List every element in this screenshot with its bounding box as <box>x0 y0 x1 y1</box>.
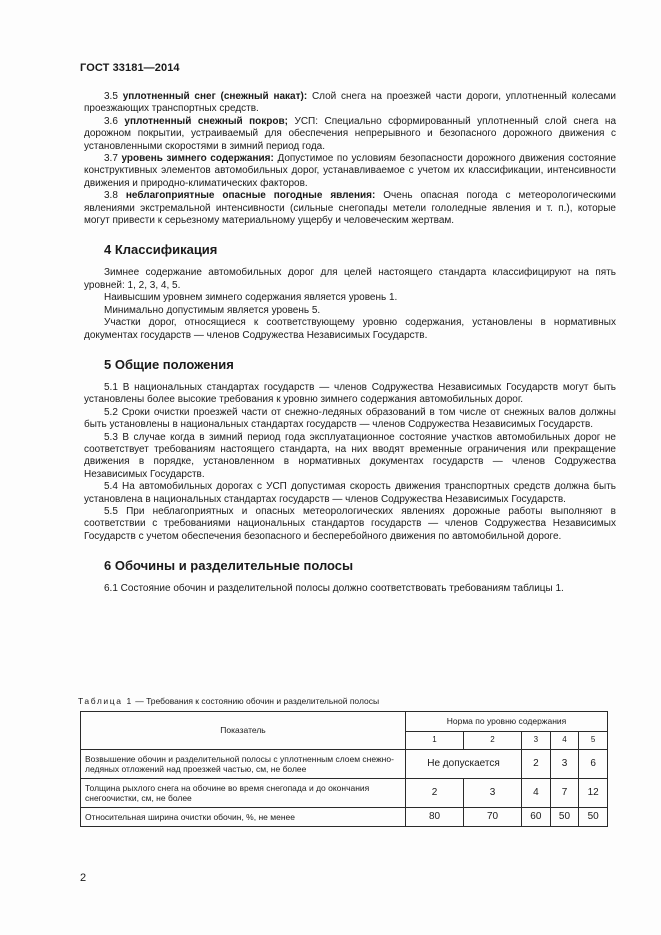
table-header-parameter: Показатель <box>81 712 406 750</box>
table-cell-value: 3 <box>464 779 522 808</box>
definition-text: Слой снега на проезжей части дороги, уплотненный колесами проезжающих транспортных средств. <box>84 91 617 115</box>
table-caption <box>78 696 379 706</box>
section-6-heading: 6 Обочины и разделительные полосы <box>104 558 354 574</box>
table-cell-value: 50 <box>550 808 579 827</box>
table-cell-value: Не допускается <box>406 750 522 779</box>
table-header-level: 5 <box>579 732 608 750</box>
table-cell-parameter: Толщина рыхлого снега на обочине во время снегопада и до окончания снегоочистки, см, не более <box>81 779 406 808</box>
table-cell-value: 2 <box>406 779 464 808</box>
table-header-level: 2 <box>464 732 522 750</box>
table-row <box>81 750 608 779</box>
section-4-paragraph: Участки дорог, относящиеся к соответствующему уровню содержания, установлены в нормативных документах государств — членов Содружества Независимых Государств. <box>84 317 616 341</box>
definition-3-7 <box>84 153 616 190</box>
table-row <box>81 808 608 827</box>
definition-3-8 <box>84 190 616 227</box>
requirements-table <box>80 711 608 827</box>
definition-3-5 <box>84 91 616 116</box>
table-caption-label: Таблица 1 <box>78 696 133 706</box>
table-cell-value: 4 <box>522 779 551 808</box>
table-cell-value: 3 <box>550 750 579 779</box>
definition-term: неблагоприятные опасные погодные явления: <box>125 190 376 202</box>
table-cell-value: 70 <box>464 808 522 827</box>
section-4-paragraph: Минимально допустимым является уровень 5. <box>104 304 321 316</box>
definition-text: Очень опасная погода с метеорологическими явлениями экстремальной интенсивности (сильные снегопады метели гололедные явления и т. п.), которые могут привести к серьезному материальному ущербу и человеческим жертвам. <box>84 190 616 227</box>
table-cell-value: 12 <box>579 779 608 808</box>
table-header-level: 1 <box>406 732 464 750</box>
section-5-paragraph: 5.2 Сроки очистки проезжей части от снежно-ледяных образований в том числе от снежных валов должны быть установлены в национальных стандартах государств — членов Содружества Независимых Государств. <box>84 406 616 431</box>
definition-text: УСП: Специально сформированный уплотненный слой снега на дорожном покрытии, устраиваемый для обеспечения непрерывного и безопасного дорожного движения с установленными скоростями в зимний период года. <box>84 115 617 152</box>
document-body <box>84 91 616 596</box>
section-4-heading: 4 Классификация <box>104 242 218 258</box>
page-number: 2 <box>80 872 87 884</box>
table-cell-value: 7 <box>550 779 579 808</box>
section-5-paragraph: 5.1 В национальных стандартах государств — членов Содружества Независимых Государств могут быть установлены более высокие требования к уровню зимнего содержания автомобильных дорог. <box>84 381 616 406</box>
document-code-header: ГОСТ 33181—2014 <box>80 62 180 74</box>
table-header-level: 4 <box>550 732 579 750</box>
table-cell-value: 6 <box>579 750 608 779</box>
section-6-paragraph: 6.1 Состояние обочин и разделительной полосы должно соответствовать требованиям таблицы 1. <box>104 583 564 595</box>
section-4-paragraph: Зимнее содержание автомобильных дорог для целей настоящего стандарта классифицируют на пять уровней: 1, 2, 3, 4, 5. <box>84 267 616 291</box>
table-cell-value: 60 <box>522 808 551 827</box>
table-row <box>81 779 608 808</box>
definition-number: 3.5 <box>104 91 118 102</box>
table-cell-value: 50 <box>579 808 608 827</box>
definition-number: 3.6 <box>104 115 118 127</box>
table-caption-text: — Требования к состоянию обочин и разделительной полосы <box>135 696 380 706</box>
section-5-heading: 5 Общие положения <box>104 356 234 372</box>
definition-3-6 <box>84 116 616 153</box>
table-header-level: 3 <box>522 732 551 750</box>
section-5-paragraph: 5.4 На автомобильных дорогах с УСП допустимая скорость движения транспортных средств должна быть установлена в национальных стандартах государств — членов Содружества Независимых Государств. <box>84 481 616 505</box>
section-4-paragraph: Наивысшим уровнем зимнего содержания является уровень 1. <box>104 292 398 304</box>
definition-number: 3.7 <box>104 153 118 165</box>
definition-text: Допустимое по условиям безопасности дорожного движения состояние конструктивных элементов автомобильных дорог, устанавливаемое с учетом их классификации, интенсивности движения и природно-климатических факторов. <box>84 153 617 189</box>
section-5-paragraph: 5.5 При неблагоприятных и опасных метеорологических явлениях дорожные работы выполняют в соответствии с требованиями национальных стандартов государств — членов Содружества Независимых Государств с учетом обеспечения безопасного и бесперебойного движения по автомобильной дороге. <box>84 505 616 542</box>
table-cell-value: 80 <box>406 808 464 827</box>
definition-term: уплотненный снежный покров; <box>124 115 288 127</box>
table-cell-value: 2 <box>522 750 551 779</box>
definition-number: 3.8 <box>104 190 118 202</box>
definition-term: уплотненный снег (снежный накат): <box>122 91 308 102</box>
section-5-paragraph: 5.3 В случае когда в зимний период года эксплуатационное состояние участков автомобильных дорог не соответствует требованиям настоящего стандарта, на них вводят временные ограничения или прекращение движения в порядке, установленном в нормативных документах государств — членов Содружества Независимых Государств. <box>84 431 616 480</box>
table-cell-parameter: Возвышение обочин и разделительной полосы с уплотненным слоем снежно-ледяных отложений над проезжей частью, см, не более <box>81 750 406 779</box>
definition-term: уровень зимнего содержания: <box>121 153 274 165</box>
table-cell-parameter: Относительная ширина очистки обочин, %, не менее <box>81 808 406 827</box>
table-header-norm: Норма по уровню содержания <box>406 712 608 732</box>
